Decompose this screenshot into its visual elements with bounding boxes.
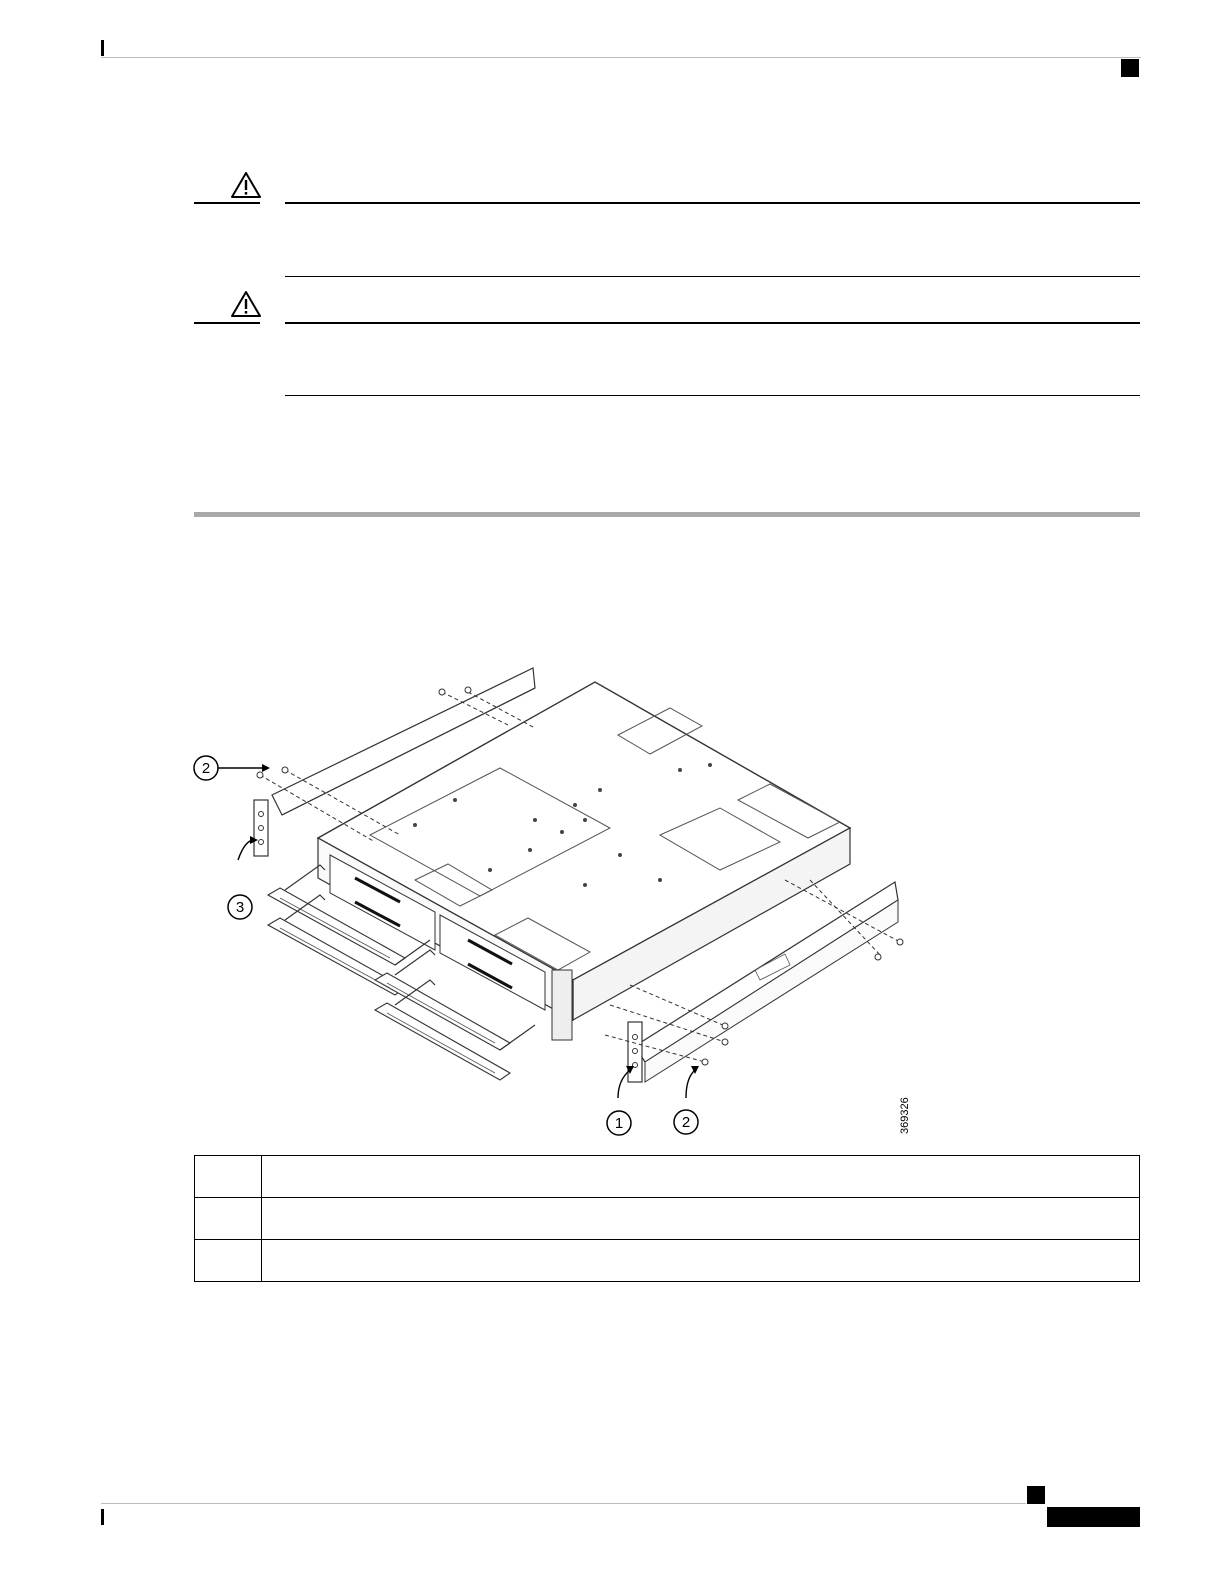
callout-3 [228,895,252,919]
callout-table [194,1155,1140,1282]
header-rule [101,57,1141,58]
caution-rule [285,322,1140,324]
callout-description [262,1156,1140,1198]
callout-description [262,1198,1140,1240]
page-corner-marker [1121,59,1139,77]
footer-rule [101,1503,1026,1504]
caution-rule [285,202,1140,204]
caution-rule [194,322,260,324]
rack-mount-figure [190,650,920,1150]
callout-number [195,1198,262,1240]
caution-end-rule [285,276,1140,277]
callout-2-bottom [674,1110,698,1134]
svg-text:3: 3 [235,899,245,916]
svg-text:2: 2 [681,1114,691,1131]
figure-id: 369326 [899,1097,911,1134]
caution-icon [230,290,262,318]
callout-2-top [194,756,218,780]
callout-description [262,1240,1140,1282]
footer-tab [1047,1507,1140,1527]
caution-end-rule [285,395,1140,396]
callout-1 [607,1111,631,1135]
footer-marker [101,1509,104,1525]
table-row [195,1156,1140,1198]
section-divider [194,512,1140,517]
callout-number [195,1240,262,1282]
svg-text:2: 2 [201,760,211,777]
table-row [195,1240,1140,1282]
callout-number [195,1156,262,1198]
svg-text:1: 1 [614,1115,624,1132]
caution-rule [194,202,260,204]
header-marker [101,40,104,56]
table-row [195,1198,1140,1240]
caution-icon [230,171,262,199]
page-number-marker [1027,1486,1045,1504]
